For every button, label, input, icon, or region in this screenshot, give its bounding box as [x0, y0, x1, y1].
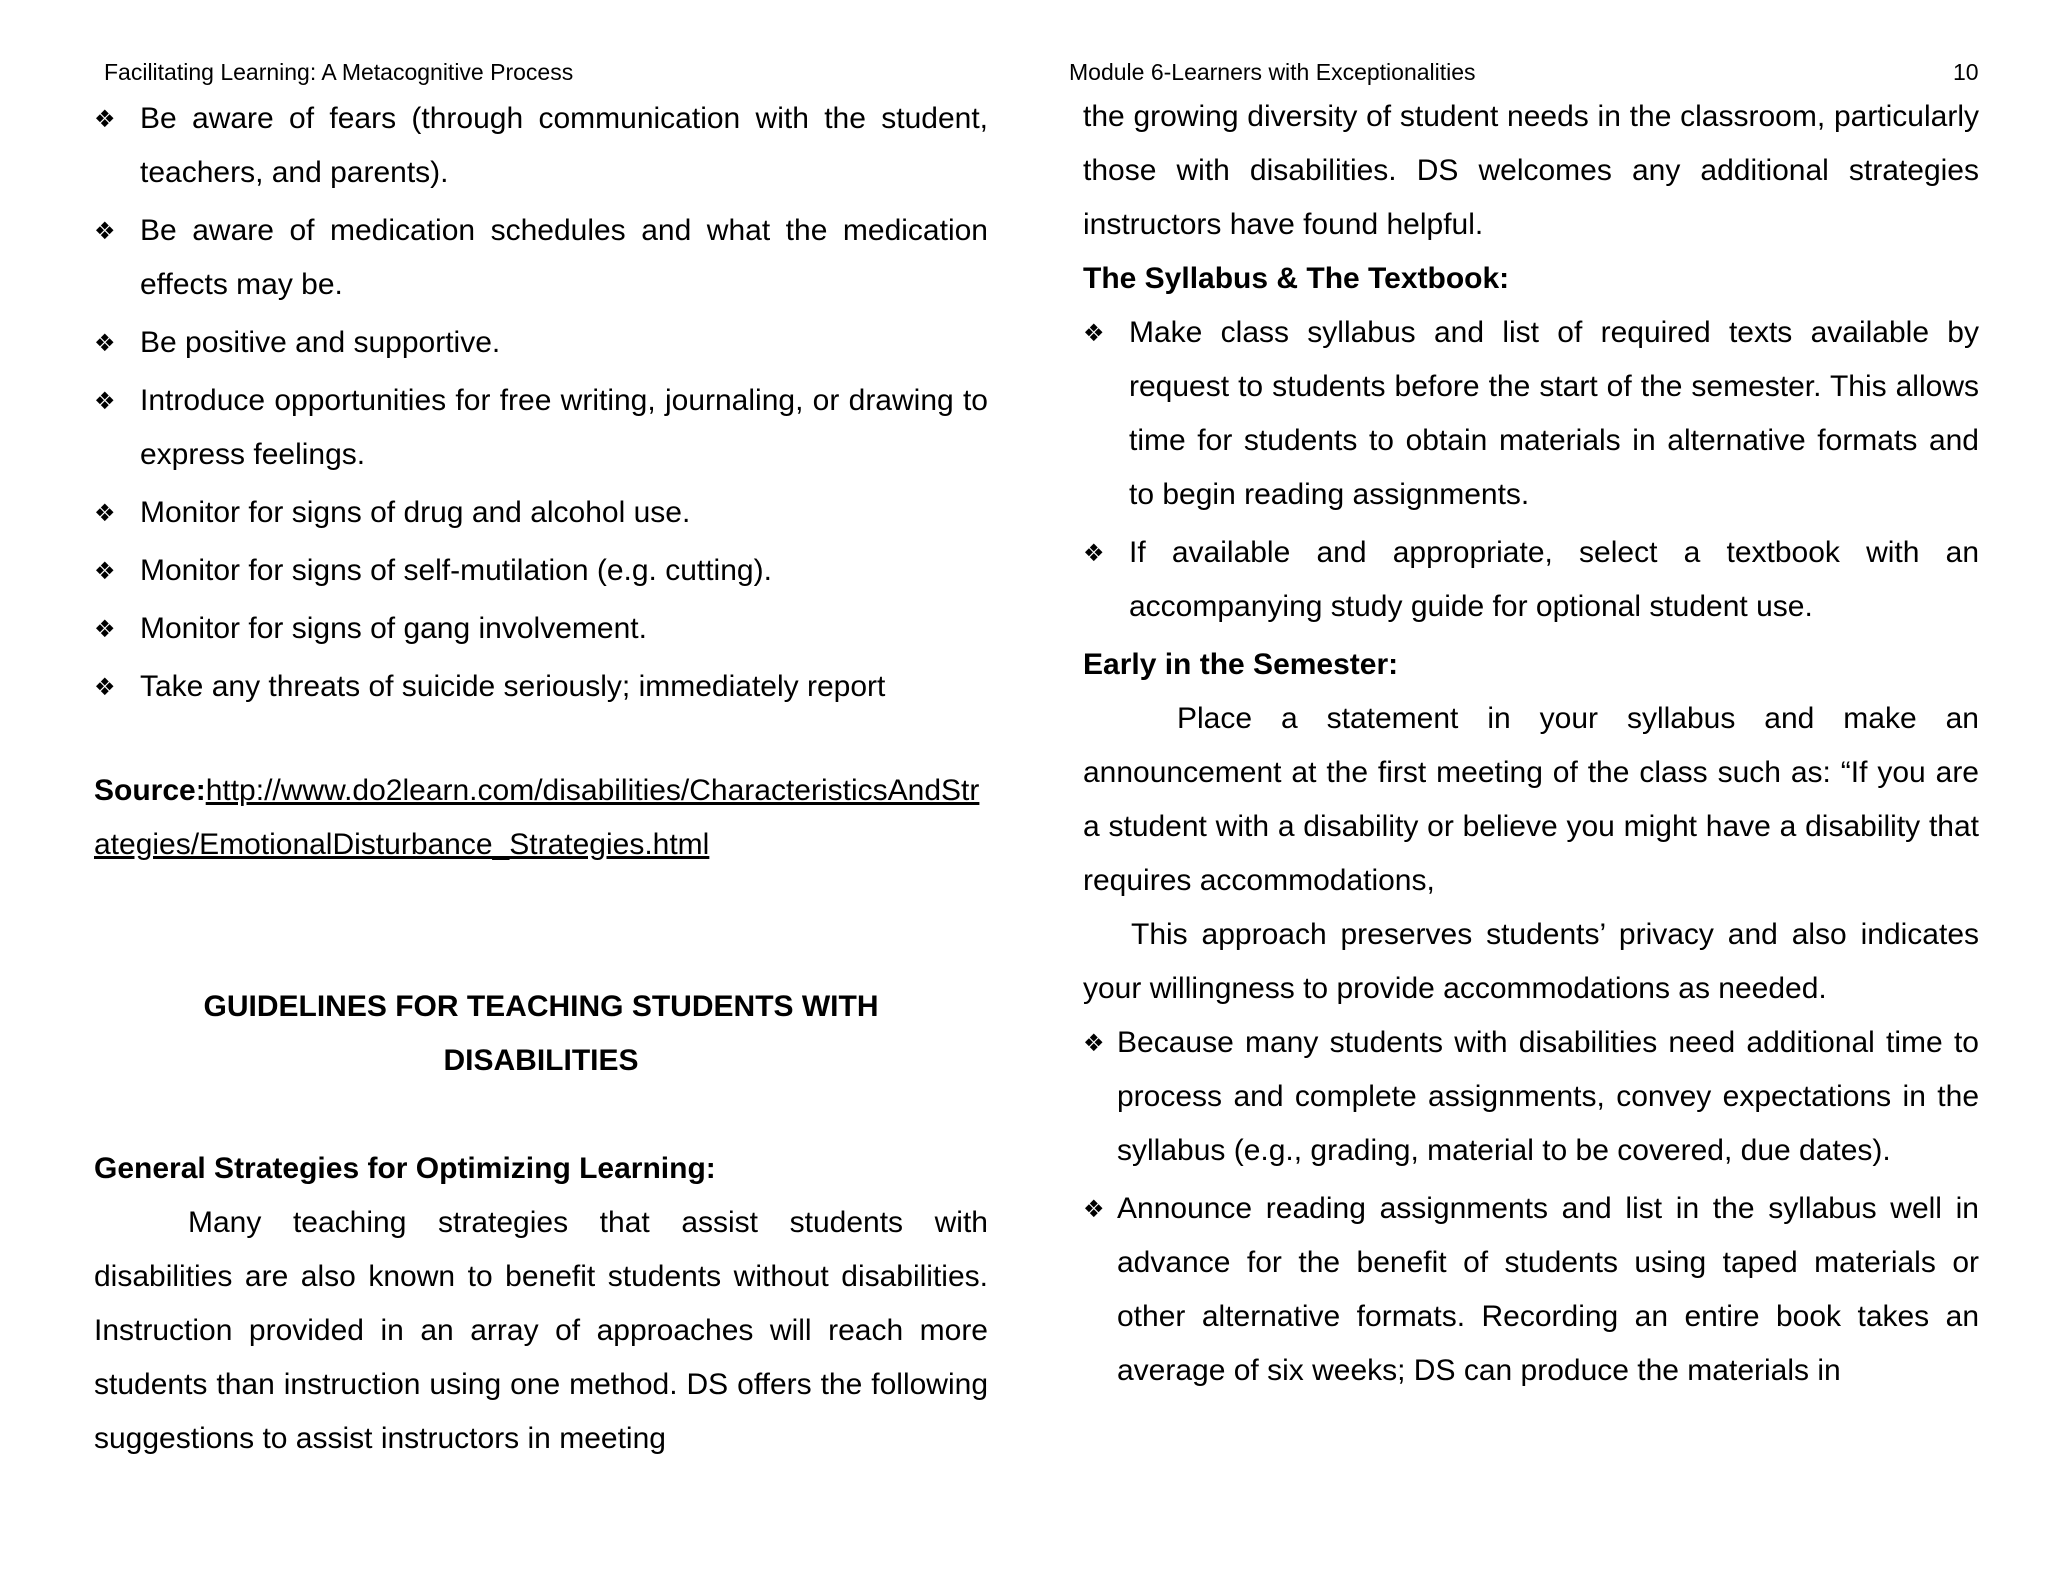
page-number: 10	[1953, 59, 1979, 85]
bullet-item	[1083, 1182, 1979, 1398]
page-header-right: Module 6-Learners with Exceptionalities	[1069, 59, 1476, 85]
bullet-text: If available and appropriate, select a textbook with an accompanying study guide for optional student use.	[1129, 536, 1979, 623]
source-label: Source:	[94, 774, 206, 807]
bullet-diamond-icon: ❖	[94, 557, 116, 585]
section-title	[171, 980, 911, 1088]
strategies-paragraph: Many teaching strategies that assist students with disabilities are also known to benefit students without disabilities. Instruction provided in an array of approaches will reach more students than instruction using one method. DS offers the following suggestions to assist instructors in meeting	[94, 1206, 988, 1455]
source-link[interactable]: http://www.do2learn.com/disabilities/CharacteristicsAndStrategies/EmotionalDisturbance_Strategies.html	[94, 774, 980, 861]
bullet-item	[94, 660, 988, 714]
page-header-left: Facilitating Learning: A Metacognitive Process	[104, 59, 574, 85]
bullet-text: Be positive and supportive.	[140, 326, 501, 359]
syllabus-heading: The Syllabus & The Textbook:	[1083, 262, 1510, 295]
syllabus-bullet-list	[1083, 306, 1979, 634]
bullet-diamond-icon: ❖	[1083, 539, 1105, 567]
bullet-item	[94, 374, 988, 482]
bullet-diamond-icon: ❖	[1083, 319, 1105, 347]
bullet-diamond-icon: ❖	[94, 673, 116, 701]
bullet-text: Monitor for signs of self-mutilation (e.g. cutting).	[140, 554, 772, 587]
bullet-text: Because many students with disabilities need additional time to process and complete assignments, convey expectations in the syllabus (e.g., grading, material to be covered, due dates).	[1117, 1026, 1979, 1167]
bullet-diamond-icon: ❖	[94, 105, 116, 133]
bullet-item	[94, 486, 988, 540]
bullet-item	[1083, 306, 1979, 522]
bullet-text: Announce reading assignments and list in the syllabus well in advance for the benefit of students using taped materials or other alternative formats. Recording an entire book takes an average of six weeks; DS can produce the materials in	[1117, 1192, 1979, 1387]
section-title-line2: DISABILITIES	[443, 1044, 639, 1077]
bullet-diamond-icon: ❖	[94, 387, 116, 415]
right-column	[1083, 90, 1979, 1402]
bullet-item	[1083, 526, 1979, 634]
left-bullet-list	[94, 92, 988, 714]
bullet-diamond-icon: ❖	[94, 217, 116, 245]
strategies-subheading: General Strategies for Optimizing Learning:	[94, 1152, 716, 1185]
bullet-text: Be aware of fears (through communication with the student, teachers, and parents).	[140, 102, 988, 189]
early-heading: Early in the Semester:	[1083, 648, 1399, 681]
source-citation	[94, 764, 988, 872]
bullet-diamond-icon: ❖	[1083, 1195, 1105, 1223]
bullet-diamond-icon: ❖	[1083, 1029, 1105, 1057]
bullet-item	[94, 602, 988, 656]
early-bullet-list	[1083, 1016, 1979, 1398]
bullet-item	[94, 92, 988, 200]
bullet-diamond-icon: ❖	[94, 329, 116, 357]
approach-paragraph: This approach preserves students’ privacy and also indicates your willingness to provide accommodations as needed.	[1083, 918, 1979, 1005]
bullet-text: Be aware of medication schedules and what the medication effects may be.	[140, 214, 988, 301]
early-paragraph: Place a statement in your syllabus and make an announcement at the first meeting of the class such as: “If you are a student with a disability or believe you might have a disability that requires accommodations,	[1083, 702, 1979, 897]
bullet-text: Monitor for signs of drug and alcohol use.	[140, 496, 691, 529]
section-title-line1: GUIDELINES FOR TEACHING STUDENTS WITH	[203, 990, 879, 1023]
bullet-item	[94, 316, 988, 370]
bullet-item	[94, 544, 988, 598]
bullet-text: Introduce opportunities for free writing, journaling, or drawing to express feelings.	[140, 384, 988, 471]
left-column	[94, 92, 988, 1466]
bullet-text: Monitor for signs of gang involvement.	[140, 612, 647, 645]
bullet-text: Make class syllabus and list of required texts available by request to students before the start of the semester. This allows time for students to obtain materials in alternative formats and to begin reading assignments.	[1129, 316, 1979, 511]
bullet-text: Take any threats of suicide seriously; immediately report	[140, 670, 886, 703]
bullet-diamond-icon: ❖	[94, 499, 116, 527]
bullet-item	[1083, 1016, 1979, 1178]
bullet-item	[94, 204, 988, 312]
continuation-paragraph: the growing diversity of student needs in the classroom, particularly those with disabilities. DS welcomes any additional strategies instructors have found helpful.	[1083, 100, 1979, 241]
bullet-diamond-icon: ❖	[94, 615, 116, 643]
